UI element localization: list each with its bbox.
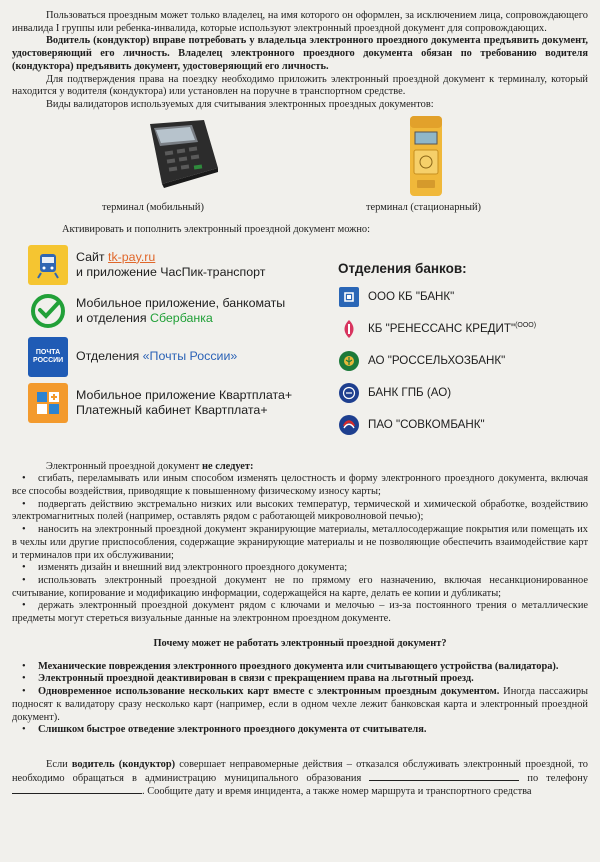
intro-paragraph-3: Для подтверждения права на поездку необходимо приложить электронный проездной документ к терминалу, который находится у водителя (кондуктора) или установлен на поручне в транспортном средстве. (12, 73, 588, 98)
list-item: • Одновременное использование нескольких карт вместе с электронным проездным документом. Иногда пассажиры подносят к валидатору сразу несколько карт (например, если в одном чехле лежит банковская карта и электронный проездной документ). (12, 686, 588, 723)
mobile-terminal-image (132, 118, 224, 188)
intro-paragraph-4: Виды валидаторов используемых для считывания электронных проездных документов: (46, 98, 434, 110)
way-kvartplata-line2: Платежный кабинет Квартплата+ (76, 402, 268, 417)
intro-paragraph-1: Пользоваться проездным может только владелец, на имя которого он оформлен, за исключением лица, сопровождающего инвалида I группы или ребенка-инвалида, которые используют электронный проездной документ для сопровождающих. (12, 10, 588, 34)
dont-list (12, 473, 588, 625)
banks-title: Отделения банков: (338, 260, 467, 276)
bank-name: ООО КБ "БАНК" (368, 290, 455, 304)
post-brand: «Почты России» (142, 349, 238, 364)
sberbank-icon (28, 291, 68, 331)
list-item: • подвергать действию экстремально низких или высоких температур, термической и химической обработке, воздействию электромагнитных полей (например, оставлять рядом с работающей микроволновой печью); (12, 498, 588, 523)
tkpay-link[interactable]: tk-pay.ru (108, 249, 156, 264)
sovcombank-icon (339, 415, 359, 435)
gazprombank-icon (339, 383, 359, 403)
why-title: Почему может не работать электронный проездной документ? (153, 637, 447, 649)
train-icon (28, 245, 68, 285)
list-item: • Механические повреждения электронного проездного документа или считывающего устройства (валидатора). (22, 660, 559, 672)
list-item: • изменять дизайн и внешний вид электронного проездного документа; (22, 562, 348, 574)
list-item: • Слишком быстрое отведение электронного проездного документа от считывателя. (22, 724, 427, 736)
list-item: • сгибать, переламывать или иным способом изменять целостность и форму электронного проездного документа, включая все способы воздействия, приводящие к повышенному физическому износу карты; (12, 473, 588, 498)
bank-item (339, 319, 536, 339)
mobile-terminal-caption: терминал (мобильный) (102, 201, 204, 213)
way-tkpay (28, 245, 265, 285)
way-russian-post (28, 337, 237, 377)
way-kvartplata (28, 383, 292, 423)
list-item: • Электронный проездной деактивирован в связи с прекращением права на льготный проезд. (22, 673, 474, 685)
bank-name: АО "РОССЕЛЬХОЗБАНК" (368, 354, 506, 368)
payment-methods (12, 241, 588, 432)
bank-icon (339, 287, 359, 307)
bank-item (339, 415, 485, 435)
bank-item (339, 383, 451, 403)
footer-paragraph: Если водитель (кондуктор) совершает неправомерные действия – отказался обслуживать электронный проездной, то необходимо обращаться в администрацию муниципального образования по телефону. Сообщите дату и время инцидента, а также номер маршрута и транспортного средства (12, 758, 588, 798)
way-sberbank-line1: Мобильное приложение, банкоматы (76, 295, 286, 310)
way-kvartplata-line1: Мобильное приложение Квартплата+ (76, 387, 293, 402)
kvartplata-icon (28, 383, 68, 423)
phone-blank (12, 785, 142, 794)
stationary-terminal-caption: терминал (стационарный) (366, 201, 481, 213)
bank-item (339, 351, 505, 371)
renaissance-icon (339, 319, 359, 339)
sberbank-brand: Сбербанка (150, 310, 213, 325)
list-item: • держать электронный проездной документ рядом с ключами и мелочью – из-за постоянного трения о металлические предметы могут стереться визуальные данные на электронном проездном документе. (12, 600, 588, 625)
bank-name: ПАО "СОВКОМБАНК" (368, 418, 485, 432)
way-tkpay-prefix: Сайт (76, 249, 109, 264)
russian-post-icon: ПОЧТА РОССИИ (28, 337, 68, 377)
intro-paragraph-2: Водитель (кондуктор) вправе потребовать у владельца электронного проездного документа предъявить документ, удостоверяющий его личность. Владелец электронного проездного документа обязан по требованию водителя (кондуктора) предъявить документ, удостоверяющий его личность. (12, 35, 588, 72)
bank-item (339, 287, 454, 307)
rosselkhozbank-icon (339, 351, 359, 371)
way-tkpay-line2: и приложение ЧасПик-транспорт (76, 264, 266, 279)
dont-title: Электронный проездной документ не следует: (46, 460, 254, 472)
list-item: • использовать электронный проездной документ не по прямому его назначению, включая несанкционированное считывание, копирование и модификацию информации, содержащейся на карте, делать ее копии и дубликаты; (12, 574, 588, 599)
validator-devices (12, 114, 588, 213)
activate-text: Активировать и пополнить электронный проездной документ можно: (62, 223, 370, 235)
bank-name: КБ "РЕНЕССАНС КРЕДИТ"$^{(ООО)}$ (368, 322, 537, 336)
stationary-terminal-image (404, 114, 448, 200)
why-list (12, 661, 588, 737)
way-post-prefix: Отделения (76, 349, 143, 364)
way-sberbank-prefix: и отделения (76, 310, 150, 325)
list-item: • наносить на электронный проездной документ экранирующие материалы, металлосодержащие покрытия или помещать их в чехлы или другие приспособления, содержащие экранирующие материалы и не позволяющие обеспечить взаимодействие карт и терминалов при их обслуживании; (12, 524, 588, 561)
administration-blank (369, 772, 519, 781)
way-sberbank (28, 291, 285, 331)
bank-name: БАНК ГПБ (АО) (368, 386, 452, 400)
